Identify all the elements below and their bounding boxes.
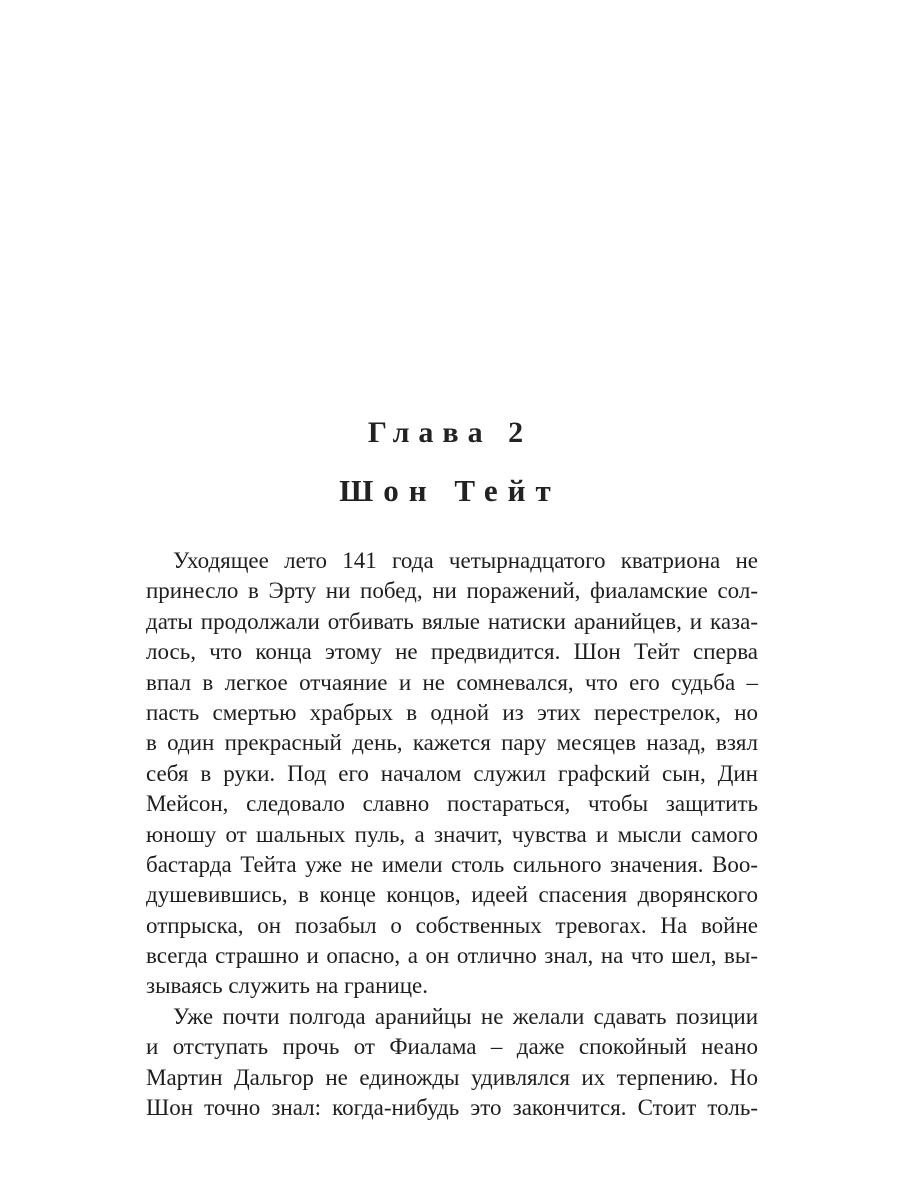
- chapter-title: Шон Тейт: [339, 473, 561, 508]
- text-line: Мартин Дальгор не единожды удивлялся их терпению. Но: [146, 1064, 758, 1090]
- text-line: принесло в Эрту ни побед, ни поражений, фиаламские сол-: [146, 578, 758, 604]
- chapter-number: Глава 2: [367, 416, 533, 449]
- text-line: всегда страшно и опасно, а он отлично знал, на что шел, вы-: [146, 943, 758, 969]
- text-line: Шон точно знал: когда-нибудь это закончится. Стоит толь-: [146, 1095, 758, 1121]
- text-line: лось, что конца этому не предвидится. Шон Тейт сперва: [146, 639, 758, 665]
- text-line: пасть смертью храбрых в одной из этих перестрелок, но: [146, 699, 758, 725]
- text-line: отпрыска, он позабыл о собственных тревогах. На войне: [146, 912, 758, 938]
- text-line: Уже почти полгода аранийцы не желали сдавать позиции: [173, 1003, 758, 1029]
- text-line: себя в руки. Под его началом служил графский сын, Дин: [146, 760, 758, 786]
- text-line: бастарда Тейта уже не имели столь сильного значения. Воо-: [146, 851, 758, 877]
- text-line: в один прекрасный день, кажется пару месяцев назад, взял: [146, 730, 758, 756]
- text-line: даты продолжали отбивать вялые натиски аранийцев, и каза-: [146, 608, 758, 634]
- paragraph-2: [146, 1002, 758, 1124]
- body-text: [146, 546, 758, 1123]
- text-line: впал в легкое отчаяние и не сомневался, что его судьба –: [146, 669, 758, 695]
- text-line: и отступать прочь от Фиалама – даже спокойный неано: [146, 1034, 758, 1060]
- paragraph-1: [146, 546, 758, 1002]
- text-line: душевившись, в конце концов, идеей спасения дворянского: [146, 882, 758, 908]
- text-line: Мейсон, следовало славно постараться, чтобы защитить: [146, 791, 758, 817]
- text-line: зываясь служить на границе.: [146, 973, 428, 999]
- text-line: Уходящее лето 141 года четырнадцатого кватриона не: [173, 548, 758, 573]
- text-line: юношу от шальных пуль, а значит, чувства и мысли самого: [146, 821, 758, 847]
